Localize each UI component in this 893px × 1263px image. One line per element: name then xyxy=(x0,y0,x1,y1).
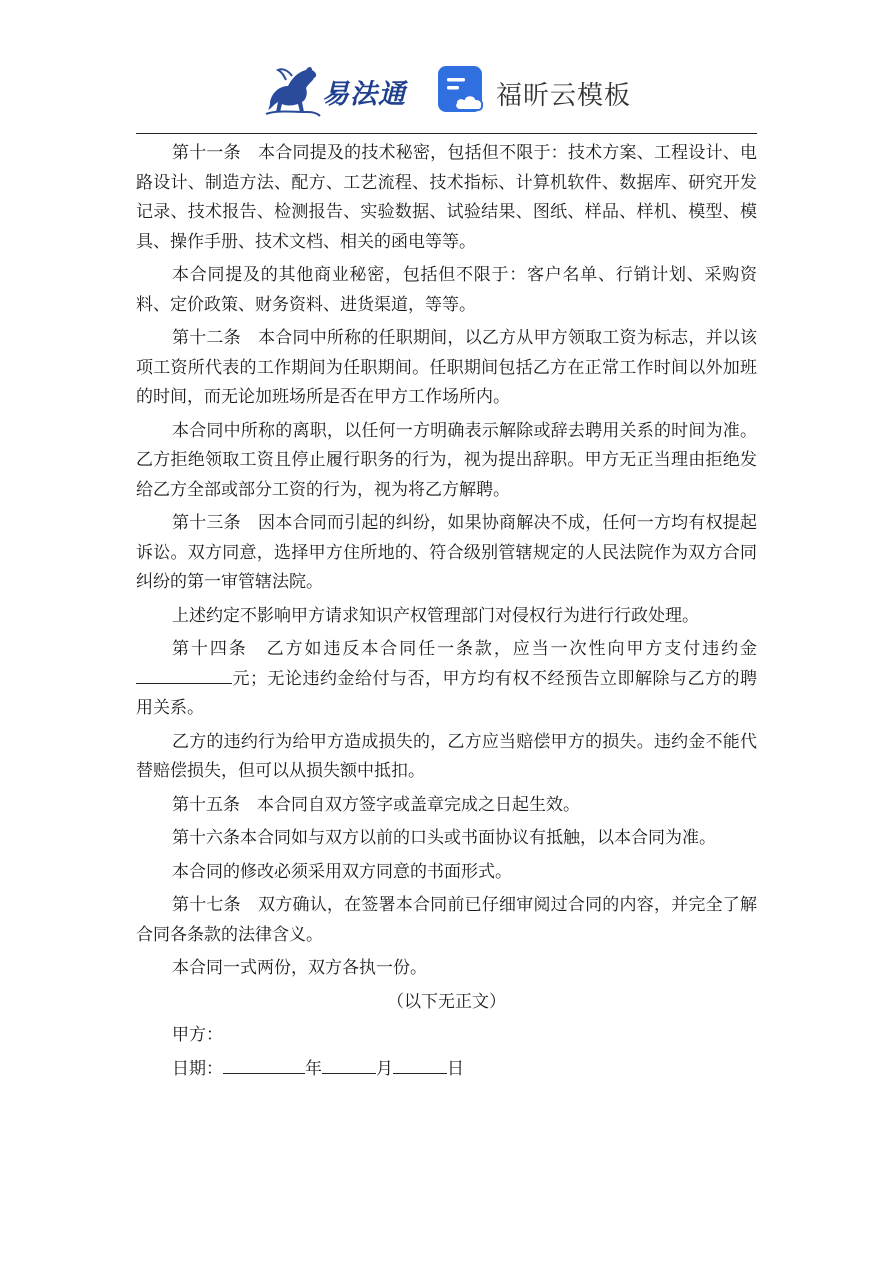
paragraph-clause-13: 第十三条 因本合同而引起的纠纷，如果协商解决不成，任何一方均有权提起诉讼。双方同意，选择甲方住所地的、符合级别管辖规定的人民法院作为双方合同纠纷的第一审管辖法院。 xyxy=(136,513,757,592)
paragraph-compensation: 乙方的违约行为给甲方造成损失的，乙方应当赔偿甲方的损失。违约金不能代替赔偿损失，但可以从损失额中抵扣。 xyxy=(136,731,757,781)
yifatong-logo xyxy=(262,62,412,118)
clause-14-after: 元；无论违约金给付与否，甲方均有权不经预告立即解除与乙方的聘用关系。 xyxy=(136,668,757,718)
day-label: 日 xyxy=(447,1058,464,1079)
logo2-text: 福昕云模板 xyxy=(496,81,632,111)
foxit-template-logo xyxy=(436,64,646,118)
party-a-label: 甲方： xyxy=(172,1025,223,1045)
header-divider xyxy=(136,133,757,134)
year-blank[interactable] xyxy=(223,1055,305,1074)
paragraph-clause-17: 第十七条 双方确认，在签署本合同前已仔细审阅过合同的内容，并完全了解合同各条款的法律含义。 xyxy=(136,895,757,945)
clause-14-before: 第十四条 乙方如违反本合同任一条款，应当一次性向甲方支付违约金 xyxy=(172,639,757,659)
document-body xyxy=(136,139,757,1088)
date-label: 日期： xyxy=(172,1058,223,1079)
month-label: 月 xyxy=(376,1058,393,1079)
paragraph-clause-11: 第十一条 本合同提及的技术秘密，包括但不限于：技术方案、工程设计、电路设计、制造方法、配方、工艺流程、技术指标、计算机软件、数据库、研究开发记录、技术报告、检测报告、实验数据、试验结果、图纸、样品、样机、模型、模具、操作手册、技术文档、相关的函电等等。 xyxy=(136,143,757,252)
month-blank[interactable] xyxy=(322,1055,376,1074)
horse-logo-icon xyxy=(262,62,324,118)
penalty-amount-blank[interactable] xyxy=(136,665,232,684)
year-label: 年 xyxy=(305,1058,322,1079)
paragraph-clause-14 xyxy=(136,635,757,724)
paragraph-amendment: 本合同的修改必须采用双方同意的书面形式。 xyxy=(172,861,512,882)
day-blank[interactable] xyxy=(393,1055,447,1074)
paragraph-clause-12: 第十二条 本合同中所称的任职期间，以乙方从甲方领取工资为标志，并以该项工资所代表的工作期间为任职期间。任职期间包括乙方在正常工作时间以外加班的时间，而无论加班场所是否在甲方工作场所内。 xyxy=(136,328,757,407)
page-header xyxy=(136,56,757,126)
paragraph-other-secrets: 本合同提及的其他商业秘密，包括但不限于：客户名单、行销计划、采购资料、定价政策、财务资料、进货渠道，等等。 xyxy=(136,265,757,315)
paragraph-copies: 本合同一式两份，双方各执一份。 xyxy=(172,958,427,978)
end-note: （以下无正文） xyxy=(387,991,506,1012)
paragraph-resignation: 本合同中所称的离职，以任何一方明确表示解除或辞去聘用关系的时间为准。乙方拒绝领取工资且停止履行职务的行为，视为提出辞职。甲方无正当理由拒绝发给乙方全部或部分工资的行为，视为将乙方解聘。 xyxy=(136,420,757,500)
date-line xyxy=(172,1055,757,1085)
paragraph-admin-handling: 上述约定不影响甲方请求知识产权管理部门对侵权行为进行行政处理。 xyxy=(172,605,699,626)
document-cloud-icon xyxy=(436,64,486,116)
party-a-line xyxy=(172,1021,757,1051)
logo1-text: 易法通 xyxy=(322,79,406,110)
paragraph-clause-16: 第十六条本合同如与双方以前的口头或书面协议有抵触，以本合同为准。 xyxy=(172,828,716,848)
paragraph-clause-15: 第十五条 本合同自双方签字或盖章完成之日起生效。 xyxy=(172,794,580,815)
